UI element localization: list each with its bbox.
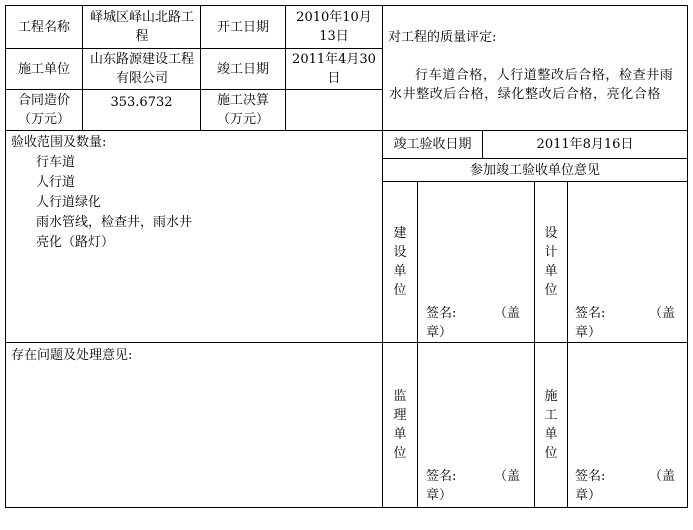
acceptance-date-value: 2011年8月16日 [536, 137, 634, 152]
builder-unit-label [535, 343, 567, 507]
design-sign-label: 签名: [575, 306, 606, 321]
start-date-value: 2010年10月13日 [296, 10, 372, 44]
final-account-label: 施工决算（万元） [216, 93, 269, 127]
builder-seal-label: （盖章） [575, 469, 676, 503]
start-date-label: 开工日期 [216, 19, 269, 35]
completion-date-value: 2011年4月30日 [292, 52, 376, 86]
scope-item: 人行道 [36, 175, 76, 190]
quality-text: 行车道合格，人行道整改后合格，检查井雨水井整改后合格，绿化整改后合格，亮化合格 [389, 68, 674, 102]
border-right [687, 5, 688, 508]
design-unit-text: 设计单位 [544, 226, 558, 298]
supervision-seal-label: （盖章） [426, 469, 521, 503]
col-line-7 [567, 181, 568, 508]
project-name-value: 峄城区峄山北路工程 [90, 10, 195, 44]
design-seal-label: （盖章） [575, 306, 676, 340]
supervision-unit-text: 监理单位 [393, 389, 407, 461]
builder-label: 施工单位 [17, 61, 70, 77]
supervision-sign-label: 签名: [426, 469, 457, 484]
construction-sign-label: 签名: [426, 306, 457, 321]
acceptance-date-label: 竣工验收日期 [393, 137, 472, 152]
scope-item: 行车道 [36, 155, 76, 170]
builder-unit-text: 施工单位 [544, 389, 558, 461]
project-name-label: 工程名称 [17, 19, 70, 35]
final-account-value [286, 90, 382, 130]
builder-value: 山东路源建设工程有限公司 [89, 52, 194, 86]
contract-cost-value: 353.6732 [110, 94, 173, 110]
opinions-header: 参加竣工验收单位意见 [469, 162, 600, 178]
border-bottom [5, 507, 688, 508]
completion-date-label: 竣工日期 [216, 61, 269, 77]
supervision-unit-label [383, 343, 417, 507]
col-line-5 [417, 181, 418, 508]
builder-sign-label: 签名: [575, 469, 606, 484]
issues-label: 存在问题及处理意见: [11, 348, 133, 363]
scope-label: 验收范围及数量: [11, 135, 107, 150]
construction-unit-label [383, 182, 417, 342]
scope-item: 人行道绿化 [36, 195, 102, 210]
contract-cost-label: 合同造价（万元） [17, 93, 70, 127]
design-unit-label [535, 182, 567, 342]
construction-seal-label: （盖章） [426, 306, 521, 340]
construction-unit-text: 建设单位 [393, 226, 407, 298]
scope-item: 雨水管线，检查井，雨水井 [36, 215, 193, 230]
quality-label: 对工程的质量评定: [388, 30, 497, 45]
scope-item: 亮化（路灯） [36, 235, 115, 250]
